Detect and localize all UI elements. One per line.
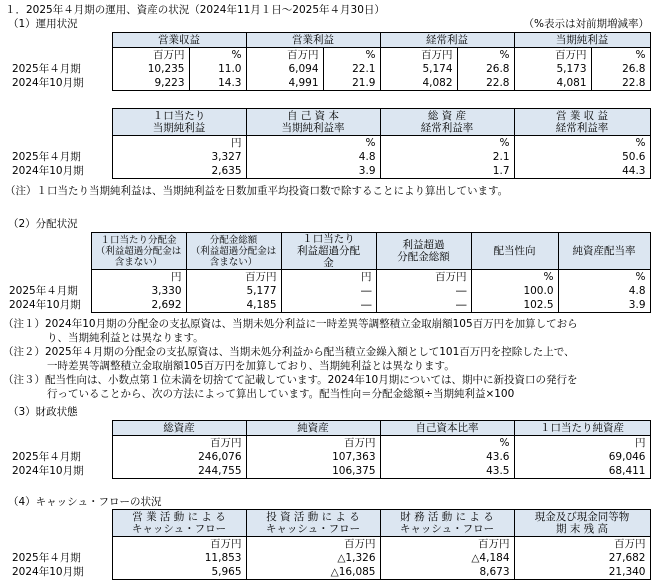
note-line: 行っていることから、次の方法によって算出しています。配当性向＝分配金総額÷当期純利益×100 [47,387,515,400]
header-financing-cf: 財 務 活 動 に よ る キャッシュ・フロー [380,510,514,537]
header-excess-dpu: １口当たり 利益超過分配 金 [281,233,376,270]
cash-flow-table [8,509,651,580]
financial-position-table [8,420,651,479]
unit-cell: % [189,48,246,63]
row-label-blank [8,136,112,151]
note-tag: （注３） [3,374,45,386]
unit-cell: % [380,136,514,151]
section2-heading: （2）分配状況 [8,218,78,230]
table-cell: ― [376,298,471,313]
row-label-blank [8,421,112,436]
row-label: 2024年10月期 [12,565,84,578]
row-label: 2025年４月期 [12,150,81,163]
note-tag: （注１） [3,318,45,330]
page-title: １．2025年４月期の運用、資産の状況（2024年11月１日～2025年４月30日） [5,4,385,16]
unit-note: （%表示は対前期増減率） [523,18,649,30]
unit-cell: 円 [281,270,376,285]
unit-cell: 円 [91,270,186,285]
table-cell: 3,327 [112,150,246,164]
table-cell: 11,853 [112,551,246,565]
header-equity-ratio: 自己資本比率 [380,421,514,436]
header-ordinary-margin: 営 業 収 益 経常利益率 [514,109,650,136]
table-cell: 1.7 [380,164,514,179]
unit-cell: % [471,270,558,285]
unit-cell: % [591,48,650,63]
row-label: 2025年４月期 [12,551,81,564]
unit-cell: 百万円 [112,436,246,451]
table-row [5,298,650,313]
row-label: 2025年４月期 [12,450,81,463]
table-cell: 21,340 [514,565,650,580]
unit-cell: 百万円 [380,48,457,63]
table-cell: △4,184 [380,551,514,565]
table-cell: 44.3 [514,164,650,179]
table-cell: 5,173 [514,62,591,76]
table-row [8,62,650,76]
table-cell: 4,082 [380,76,457,91]
table-cell: 2,692 [91,298,186,313]
unit-cell: 百万円 [514,48,591,63]
row-label: 2024年10月期 [12,76,84,89]
section1-note: （注）１口当たり当期純利益は、当期純利益を日数加重平均投資口数で除することにより算出しています。 [5,185,509,197]
table-cell: ― [281,284,376,298]
unit-cell: 百万円 [380,537,514,552]
unit-cell: % [558,270,650,285]
distribution-note-3 [3,374,578,401]
table-cell: 26.8 [591,62,650,76]
table-cell: 5,965 [112,565,246,580]
unit-cell: 百万円 [376,270,471,285]
row-label-blank [5,270,91,285]
header-dpu: １口当たり分配金 （利益超過分配金は 含まない） [91,233,186,270]
unit-cell: 百万円 [186,270,281,285]
table-cell: 22.1 [323,62,380,76]
header-payout-ratio: 配当性向 [471,233,558,270]
section4-heading: （4）キャッシュ・フローの状況 [8,496,162,508]
table-cell: ― [281,298,376,313]
header-operating-income: 営業利益 [246,33,380,48]
note-line: 2024年10月期の分配金の支払原資は、当期未処分利益に一時差異等調整積立金取崩額105百万円を加算しておら [45,318,578,330]
unit-cell: % [246,136,380,151]
table-cell: 14.3 [189,76,246,91]
table-cell: 4,185 [186,298,281,313]
header-ordinary-income: 経常利益 [380,33,514,48]
row-label: 2025年４月期 [9,284,78,297]
table-cell: 9,223 [112,76,189,91]
unit-cell: % [380,436,514,451]
table-cell: 21.9 [323,76,380,91]
table-cell: 69,046 [514,450,650,464]
table-row [8,164,650,179]
section1-heading: （1）運用状況 [8,18,78,30]
note-line: 一時差異等調整積立金取崩額105百万円を加算しており、当期純利益とは異なります。 [47,359,455,372]
distribution-note-1 [3,318,578,345]
distribution-note-2 [3,346,575,373]
table-cell: 50.6 [514,150,650,164]
note-line: 配当性向は、小数点第１位未満を切捨てて記載しています。2024年10月期については、期中に新投資口の発行を [45,374,578,386]
table-cell: 10,235 [112,62,189,76]
table-row [8,76,650,91]
table-cell: 5,174 [380,62,457,76]
table-cell: 27,682 [514,551,650,565]
unit-cell: % [514,136,650,151]
table-cell: 22.8 [457,76,514,91]
header-total-distribution: 分配金総額 （利益超過分配金は 含まない） [186,233,281,270]
row-label-blank [8,109,112,136]
unit-cell: 百万円 [112,537,246,552]
row-label-blank [8,537,112,552]
distribution-table [5,232,651,313]
unit-cell: 百万円 [514,537,650,552]
header-revenue: 営業収益 [112,33,246,48]
table-cell: 8,673 [380,565,514,580]
table-row [8,450,650,464]
unit-cell: 円 [514,436,650,451]
unit-cell: % [457,48,514,63]
table-cell: 244,755 [112,464,246,479]
row-label: 2024年10月期 [12,464,84,477]
table-cell: 246,076 [112,450,246,464]
table-row [8,150,650,164]
header-excess-total: 利益超過 分配金総額 [376,233,471,270]
row-label-blank [8,48,112,63]
row-label-blank [8,33,112,48]
header-net-assets: 純資産 [246,421,380,436]
table-cell: △16,085 [246,565,380,580]
table-cell: 22.8 [591,76,650,91]
note-line: 2025年４月期の分配金の支払原資は、当期未処分利益から配当積立金繰入額として101百万円を控除した上で、 [45,346,575,358]
table-cell: 106,375 [246,464,380,479]
table-cell: 4.8 [558,284,650,298]
table-row [8,464,650,479]
header-roa: 総 資 産 経常利益率 [380,109,514,136]
table-cell: 3.9 [246,164,380,179]
header-cash-end: 現金及び現金同等物 期 末 残 高 [514,510,650,537]
header-net-income: 当期純利益 [514,33,650,48]
table-cell: 4,081 [514,76,591,91]
row-label: 2025年４月期 [12,62,81,75]
table-cell: 68,411 [514,464,650,479]
unit-cell: 百万円 [112,48,189,63]
table-cell: 3,330 [91,284,186,298]
row-label-blank [8,510,112,537]
table-cell: 11.0 [189,62,246,76]
unit-cell: 百万円 [246,436,380,451]
unit-cell: 百万円 [246,48,323,63]
header-nav-per-unit: １口当たり純資産 [514,421,650,436]
operations-table-2 [8,108,651,179]
header-nav-ratio: 純資産配当率 [558,233,650,270]
table-cell: ― [376,284,471,298]
operations-table-1 [8,32,651,91]
row-label: 2024年10月期 [12,164,84,177]
note-line: り、当期純利益とは異なります。 [47,331,204,344]
table-cell: 107,363 [246,450,380,464]
table-cell: 4.8 [246,150,380,164]
table-row [5,284,650,298]
table-cell: △1,326 [246,551,380,565]
table-cell: 43.6 [380,450,514,464]
table-cell: 43.5 [380,464,514,479]
table-cell: 102.5 [471,298,558,313]
header-total-assets: 総資産 [112,421,246,436]
header-roe: 自 己 資 本 当期純利益率 [246,109,380,136]
unit-cell: 百万円 [246,537,380,552]
table-cell: 6,094 [246,62,323,76]
section3-heading: （3）財政状態 [8,406,78,418]
note-tag: （注２） [3,346,45,358]
table-cell: 5,177 [186,284,281,298]
table-cell: 2,635 [112,164,246,179]
row-label: 2024年10月期 [9,298,81,311]
table-row [8,551,650,565]
header-operating-cf: 営 業 活 動 に よ る キャッシュ・フロー [112,510,246,537]
unit-cell: % [323,48,380,63]
row-label-blank [5,233,91,270]
header-net-income-per-unit: １口当たり 当期純利益 [112,109,246,136]
table-cell: 4,991 [246,76,323,91]
header-investing-cf: 投 資 活 動 に よ る キャッシュ・フロー [246,510,380,537]
row-label-blank [8,436,112,451]
table-cell: 100.0 [471,284,558,298]
table-cell: 26.8 [457,62,514,76]
unit-cell: 円 [112,136,246,151]
table-cell: 3.9 [558,298,650,313]
table-row [8,565,650,580]
table-cell: 2.1 [380,150,514,164]
